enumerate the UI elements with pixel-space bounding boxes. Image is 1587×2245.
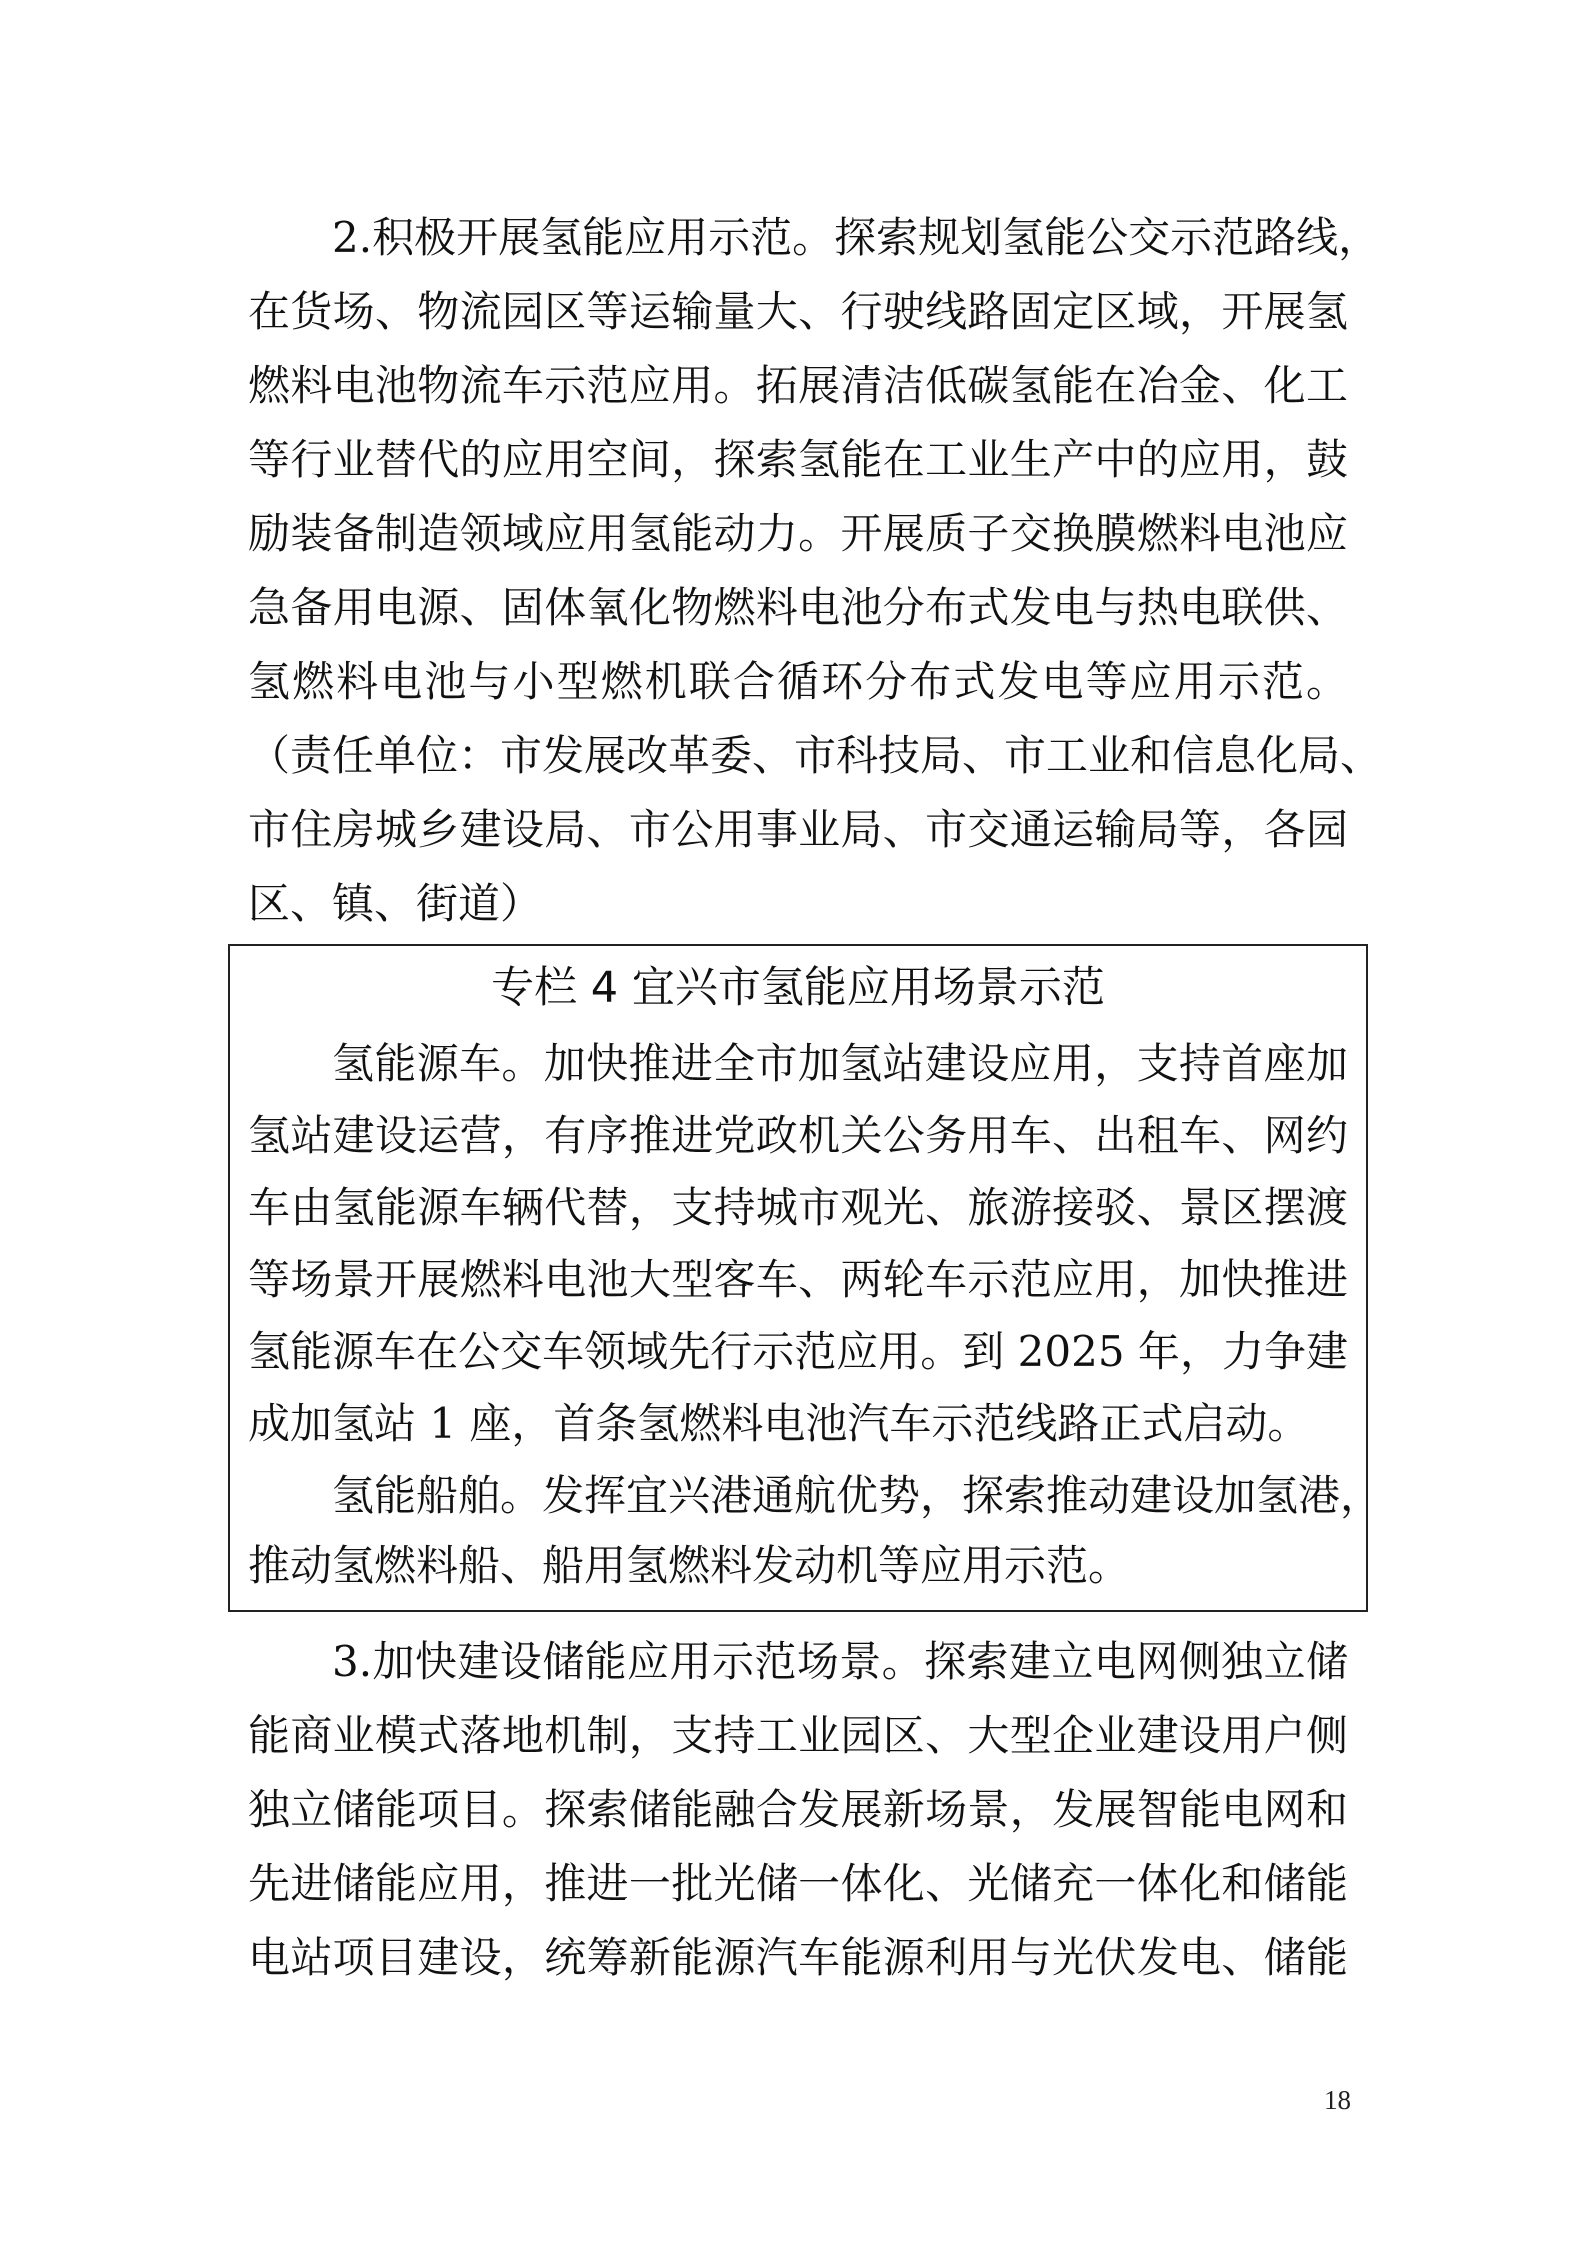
section3-line-2: 能商业模式落地机制，支持工业园区、大型企业建设用户侧 xyxy=(248,1711,1348,1760)
ships-line-2: 推动氢燃料船、船用氢燃料发动机等应用示范。 xyxy=(248,1541,1131,1590)
section2-line-6: 急备用电源、固体氧化物燃料电池分布式发电与热电联供、 xyxy=(248,583,1348,632)
column-box xyxy=(228,944,1383,1612)
section2-line-1: 2.积极开展氢能应用示范。探索规划氢能公交示范路线， xyxy=(332,213,1381,262)
vehicles-line-4: 等场景开展燃料电池大型客车、两轮车示范应用，加快推进 xyxy=(248,1255,1348,1304)
vehicles-line-6: 成加氢站 1 座，首条氢燃料电池汽车示范线路正式启动。 xyxy=(248,1399,1310,1448)
vehicles-line-1-text: 加快推进全市加氢站建设应用，支持首座加 xyxy=(543,1039,1348,1088)
section2-line-5: 励装备制造领域应用氢能动力。开展质子交换膜燃料电池应 xyxy=(248,509,1348,558)
section3-line-1: 3.加快建设储能应用示范场景。探索建立电网侧独立储 xyxy=(332,1637,1348,1686)
ships-keyword: 氢能船舶。 xyxy=(332,1471,543,1520)
vehicles-line-1 xyxy=(332,1034,1348,1094)
section3-line-3: 独立储能项目。探索储能融合发展新场景，发展智能电网和 xyxy=(248,1785,1348,1834)
column-title: 专栏 4 宜兴市氢能应用场景示范 xyxy=(491,963,1105,1013)
section3-line-5: 电站项目建设，统筹新能源汽车能源利用与光伏发电、储能 xyxy=(248,1933,1348,1982)
section3-line-4: 先进储能应用，推进一批光储一体化、光储充一体化和储能 xyxy=(248,1859,1348,1908)
ships-line-1 xyxy=(332,1466,1383,1526)
section2-line-9: 市住房城乡建设局、市公用事业局、市交通运输局等，各园 xyxy=(248,805,1348,854)
section2-line-2: 在货场、物流园区等运输量大、行驶线路固定区域，开展氢 xyxy=(248,287,1348,336)
section2-line-8: （责任单位：市发展改革委、市科技局、市工业和信息化局、 xyxy=(248,731,1383,780)
page-number: 18 xyxy=(1324,2085,1351,2115)
vehicles-line-3: 车由氢能源车辆代替，支持城市观光、旅游接驳、景区摆渡 xyxy=(248,1183,1348,1232)
section2-line-4: 等行业替代的应用空间，探索氢能在工业生产中的应用，鼓 xyxy=(248,435,1348,484)
ships-line-1-text: 发挥宜兴港通航优势，探索推动建设加氢港， xyxy=(542,1471,1383,1520)
vehicles-line-5: 氢能源车在公交车领域先行示范应用。到 2025 年，力争建 xyxy=(248,1327,1348,1376)
vehicles-keyword: 氢能源车。 xyxy=(332,1039,544,1088)
vehicles-line-2: 氢站建设运营，有序推进党政机关公务用车、出租车、网约 xyxy=(248,1111,1348,1160)
section2-line-10: 区、镇、街道） xyxy=(248,879,543,928)
section2-line-3: 燃料电池物流车示范应用。拓展清洁低碳氢能在冶金、化工 xyxy=(248,361,1348,410)
section2-line-7: 氢燃料电池与小型燃机联合循环分布式发电等应用示范。 xyxy=(248,657,1348,706)
